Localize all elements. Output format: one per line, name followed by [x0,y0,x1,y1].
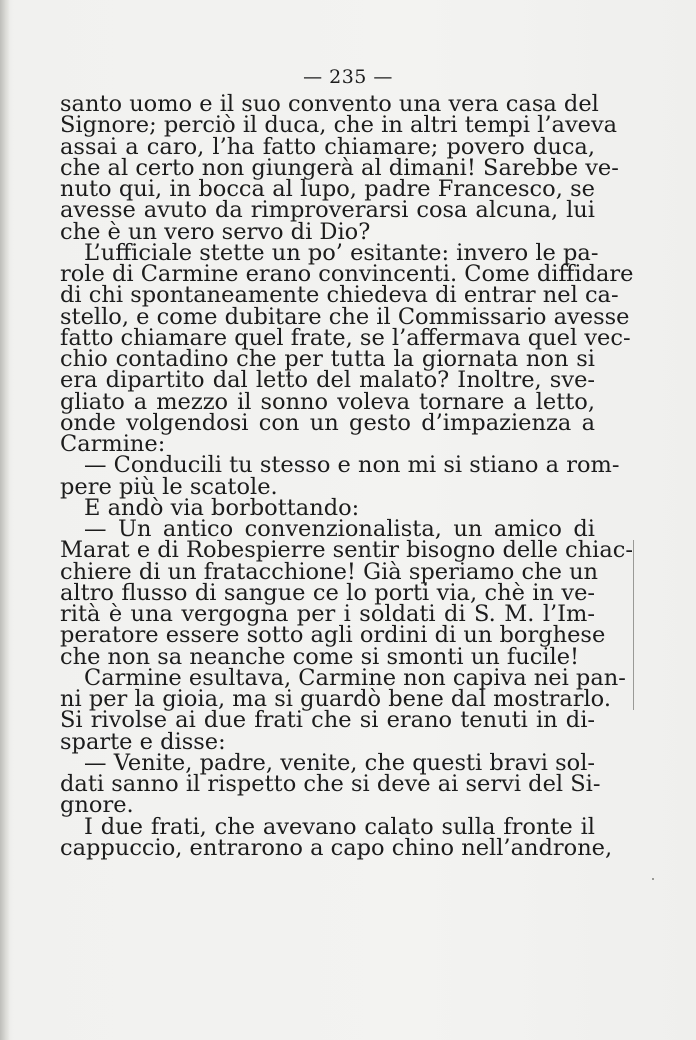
text-line: Marat e di Robespierre sentir bisogno delle chiac- [60,537,633,564]
body-text [60,91,634,861]
text-line: L’ufficiale stette un po’ esitante: invero le pa- [84,239,599,266]
text-line: onde volgendosi con un gesto d’impazienza a [60,409,595,436]
text-line: peratore essere sotto agli ordini di un borghese [60,622,606,649]
text-line: chio contadino che per tutta la giornata non si [60,346,595,372]
page-number: — 235 — [303,66,393,88]
text-line: gliato a mezzo il sonno voleva tornare a letto, [60,388,595,415]
text-line: Carmine esultava, Carmine non capiva nei pan- [84,664,626,691]
text-line: avesse avuto da rimproverarsi cosa alcuna, lui [60,197,595,224]
text-line: gnore. [60,792,134,819]
text-line: santo uomo e il suo convento una vera casa del [60,91,599,117]
text-line: I due frati, che avevano calato sulla fronte il [84,813,595,840]
text-line: role di Carmine erano convincenti. Come diffidare [60,261,634,287]
text-line: pere più le scatole. [60,473,278,500]
text-line: altro flusso di sangue ce lo porti via, chè in ve- [60,579,595,606]
text-line: di chi spontaneamente chiedeva di entrar nel ca- [60,282,619,309]
text-line: — Conducili tu stesso e non mi si stiano a rom- [84,452,620,479]
page-binding-edge [0,0,10,1040]
text-line: Signore; perciò il duca, che in altri tempi l’aveva [60,112,618,139]
text-line: rità è una vergogna per i soldati di S. M. l’Im- [60,601,595,627]
text-line: dati sanno il rispetto che si deve ai servi del Si- [60,771,601,797]
text-line: che non sa neanche come si smonti un fucile! [60,643,580,670]
text-line: sparte e disse: [60,728,226,755]
text-line: che è un vero servo di Dio? [60,218,371,245]
margin-mark [633,540,634,710]
text-line: chiere di un fratacchione! Già speriamo che un [60,558,599,585]
text-line: assai a caro, l’ha fatto chiamare; povero duca, [60,133,595,160]
text-line: era dipartito dal letto del malato? Inoltre, sve- [60,367,595,394]
text-line: Si rivolse ai due frati che si erano tenuti in di- [60,707,595,734]
text-line: Carmine: [60,431,166,457]
text-line: ni per la gioia, ma si guardò bene dal mostrarlo. [60,686,611,712]
text-line: — Venite, padre, venite, che questi bravi sol- [84,749,595,776]
text-line: fatto chiamare quel frate, se l’affermava quel vec- [60,324,631,351]
text-line: cappuccio, entrarono a capo chino nell’androne, [60,834,613,861]
text-line: che al certo non giungerà al dimani! Sarebbe ve- [60,154,619,181]
text-line: stello, e come dubitare che il Commissario avesse [60,303,630,330]
text-line: E andò via borbottando: [84,494,360,521]
text-line: nuto qui, in bocca al lupo, padre Francesco, se [60,176,595,202]
text-line: — Un antico convenzionalista, un amico di [84,516,595,542]
margin-mark [652,878,654,880]
